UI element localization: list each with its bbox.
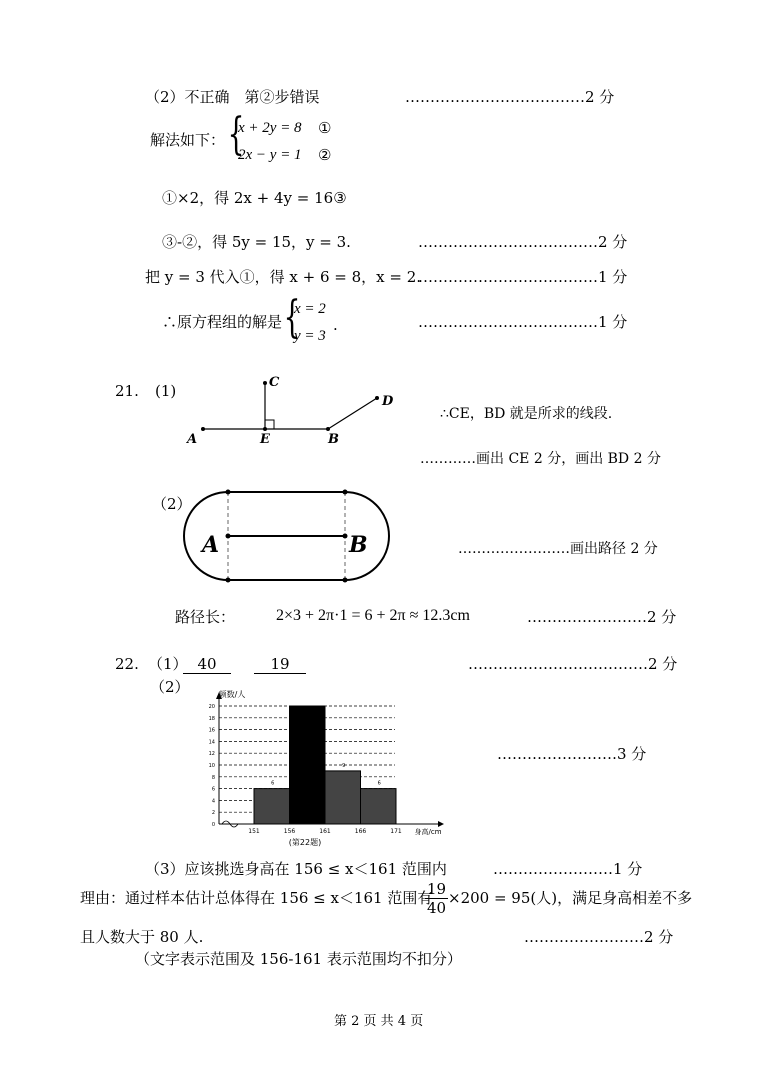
q20-method-label: 解法如下： xyxy=(150,131,226,149)
q22-part3-score: ……………………1 分 xyxy=(493,860,643,878)
histogram-bar xyxy=(361,789,397,824)
q21-path-score: ……………………画出路径 2 分 xyxy=(458,541,658,557)
y-tick-label: 14 xyxy=(208,739,215,746)
equation-2: 2x − y = 1 xyxy=(238,147,302,163)
chart-caption: (第22题) xyxy=(288,838,322,847)
q20-conclusion: ∴原方程组的解是 xyxy=(162,313,283,331)
fraction-denominator: 40 xyxy=(427,899,447,917)
page-footer: 第 2 页 共 4 页 xyxy=(334,1014,424,1029)
q21-part2: （2） xyxy=(152,495,192,513)
q21-number: 21. xyxy=(115,382,139,400)
q21-answer: ∴CE，BD 就是所求的线段. xyxy=(440,406,613,422)
q22-part1-score: ………………………………2 分 xyxy=(468,655,678,673)
q22-reason-c: 且人数大于 80 人. xyxy=(80,928,204,946)
y-axis-label: 频数/人 xyxy=(218,690,246,699)
y-tick-label: 0 xyxy=(211,822,215,828)
x-axis-arrow xyxy=(438,821,444,827)
solution-y: y = 3 xyxy=(294,328,326,344)
q20-part2-score: ………………………………2 分 xyxy=(405,88,615,106)
solution-brace: { xyxy=(283,292,301,343)
histogram-bar xyxy=(254,789,290,824)
q21-path-formula-score: ……………………2 分 xyxy=(527,608,677,626)
q21-path-label: 路径长： xyxy=(175,608,236,626)
q20-part2-label: （2）不正确 第②步错误 xyxy=(145,88,320,106)
bar-value-label: 6 xyxy=(377,780,381,787)
y-tick-label: 18 xyxy=(208,715,215,722)
x-tick-label: 151 xyxy=(248,828,260,835)
stadium-label-B: B xyxy=(349,532,368,558)
q22-reason-a: 理由：通过样本估计总体得在 156 ≤ x＜161 范围有 xyxy=(80,889,433,907)
q22-part2-score: ……………………3 分 xyxy=(497,745,647,763)
q22-reason-score: ……………………2 分 xyxy=(524,928,674,946)
x-tick-label: 161 xyxy=(319,828,331,835)
y-tick-label: 6 xyxy=(211,786,215,793)
equation-2-mark: ② xyxy=(318,146,332,164)
stadium-label-A: A xyxy=(202,532,220,558)
solution-x: x = 2 xyxy=(294,301,326,317)
q22-blank-2: 19 xyxy=(254,655,306,674)
q21-part1: (1) xyxy=(155,382,177,400)
q22-note: （文字表示范围及 156-161 表示范围均不扣分） xyxy=(135,950,462,968)
bar-value-label: 6 xyxy=(271,780,275,787)
histogram-bar xyxy=(290,706,326,824)
q22-blank-1: 40 xyxy=(183,655,231,674)
equation-1-mark: ① xyxy=(318,119,332,137)
q20-step-3-score: ………………………………1 分 xyxy=(418,268,628,286)
x-tick-label: 156 xyxy=(283,828,296,835)
q21-answer-score: …………画出 CE 2 分，画出 BD 2 分 xyxy=(420,451,661,467)
q20-step-2-score: ………………………………2 分 xyxy=(418,233,628,251)
q20-step-2: ③-②，得 5y = 15，y = 3. xyxy=(162,233,351,251)
x-tick-label: 166 xyxy=(354,828,367,835)
label-C: C xyxy=(269,375,280,390)
x-tick-label: 171 xyxy=(390,828,402,835)
q22-part3: （3）应该挑选身高在 156 ≤ x＜161 范围内 xyxy=(145,860,447,878)
x-axis-label: 身高/cm xyxy=(414,828,442,836)
q22-part2: （2） xyxy=(150,678,190,696)
q20-conclusion-score: ………………………………1 分 xyxy=(418,313,628,331)
label-E: E xyxy=(260,432,270,447)
y-tick-label: 2 xyxy=(211,810,215,817)
fraction-numerator: 19 xyxy=(427,880,447,898)
label-B: B xyxy=(328,432,339,447)
y-tick-label: 16 xyxy=(208,727,215,734)
label-A: A xyxy=(187,432,198,447)
bar-value-label: 9 xyxy=(342,762,346,769)
q20-step-1: ①×2，得 2x + 4y = 16③ xyxy=(162,189,347,207)
equation-1: x + 2y = 8 xyxy=(238,120,302,136)
solution-period: . xyxy=(333,316,338,334)
y-tick-label: 8 xyxy=(211,774,215,781)
q22-part1: （1） xyxy=(148,655,188,673)
q20-step-3: 把 y = 3 代入①，得 x + 6 = 8，x = 2. xyxy=(145,268,422,286)
q22-reason-b: ×200 = 95(人)，满足身高相差不多 xyxy=(448,889,693,907)
histogram-bar xyxy=(325,771,361,824)
y-tick-label: 20 xyxy=(208,704,215,710)
q21-path-formula: 2×3 + 2π·1 = 6 + 2π ≈ 12.3cm xyxy=(276,607,470,624)
label-D: D xyxy=(382,394,394,409)
system-brace: { xyxy=(227,109,245,160)
y-tick-label: 10 xyxy=(208,763,215,769)
fraction-19-40 xyxy=(425,880,448,917)
q22-number: 22. xyxy=(115,655,139,673)
y-tick-label: 12 xyxy=(208,751,215,758)
y-tick-label: 4 xyxy=(211,798,215,805)
